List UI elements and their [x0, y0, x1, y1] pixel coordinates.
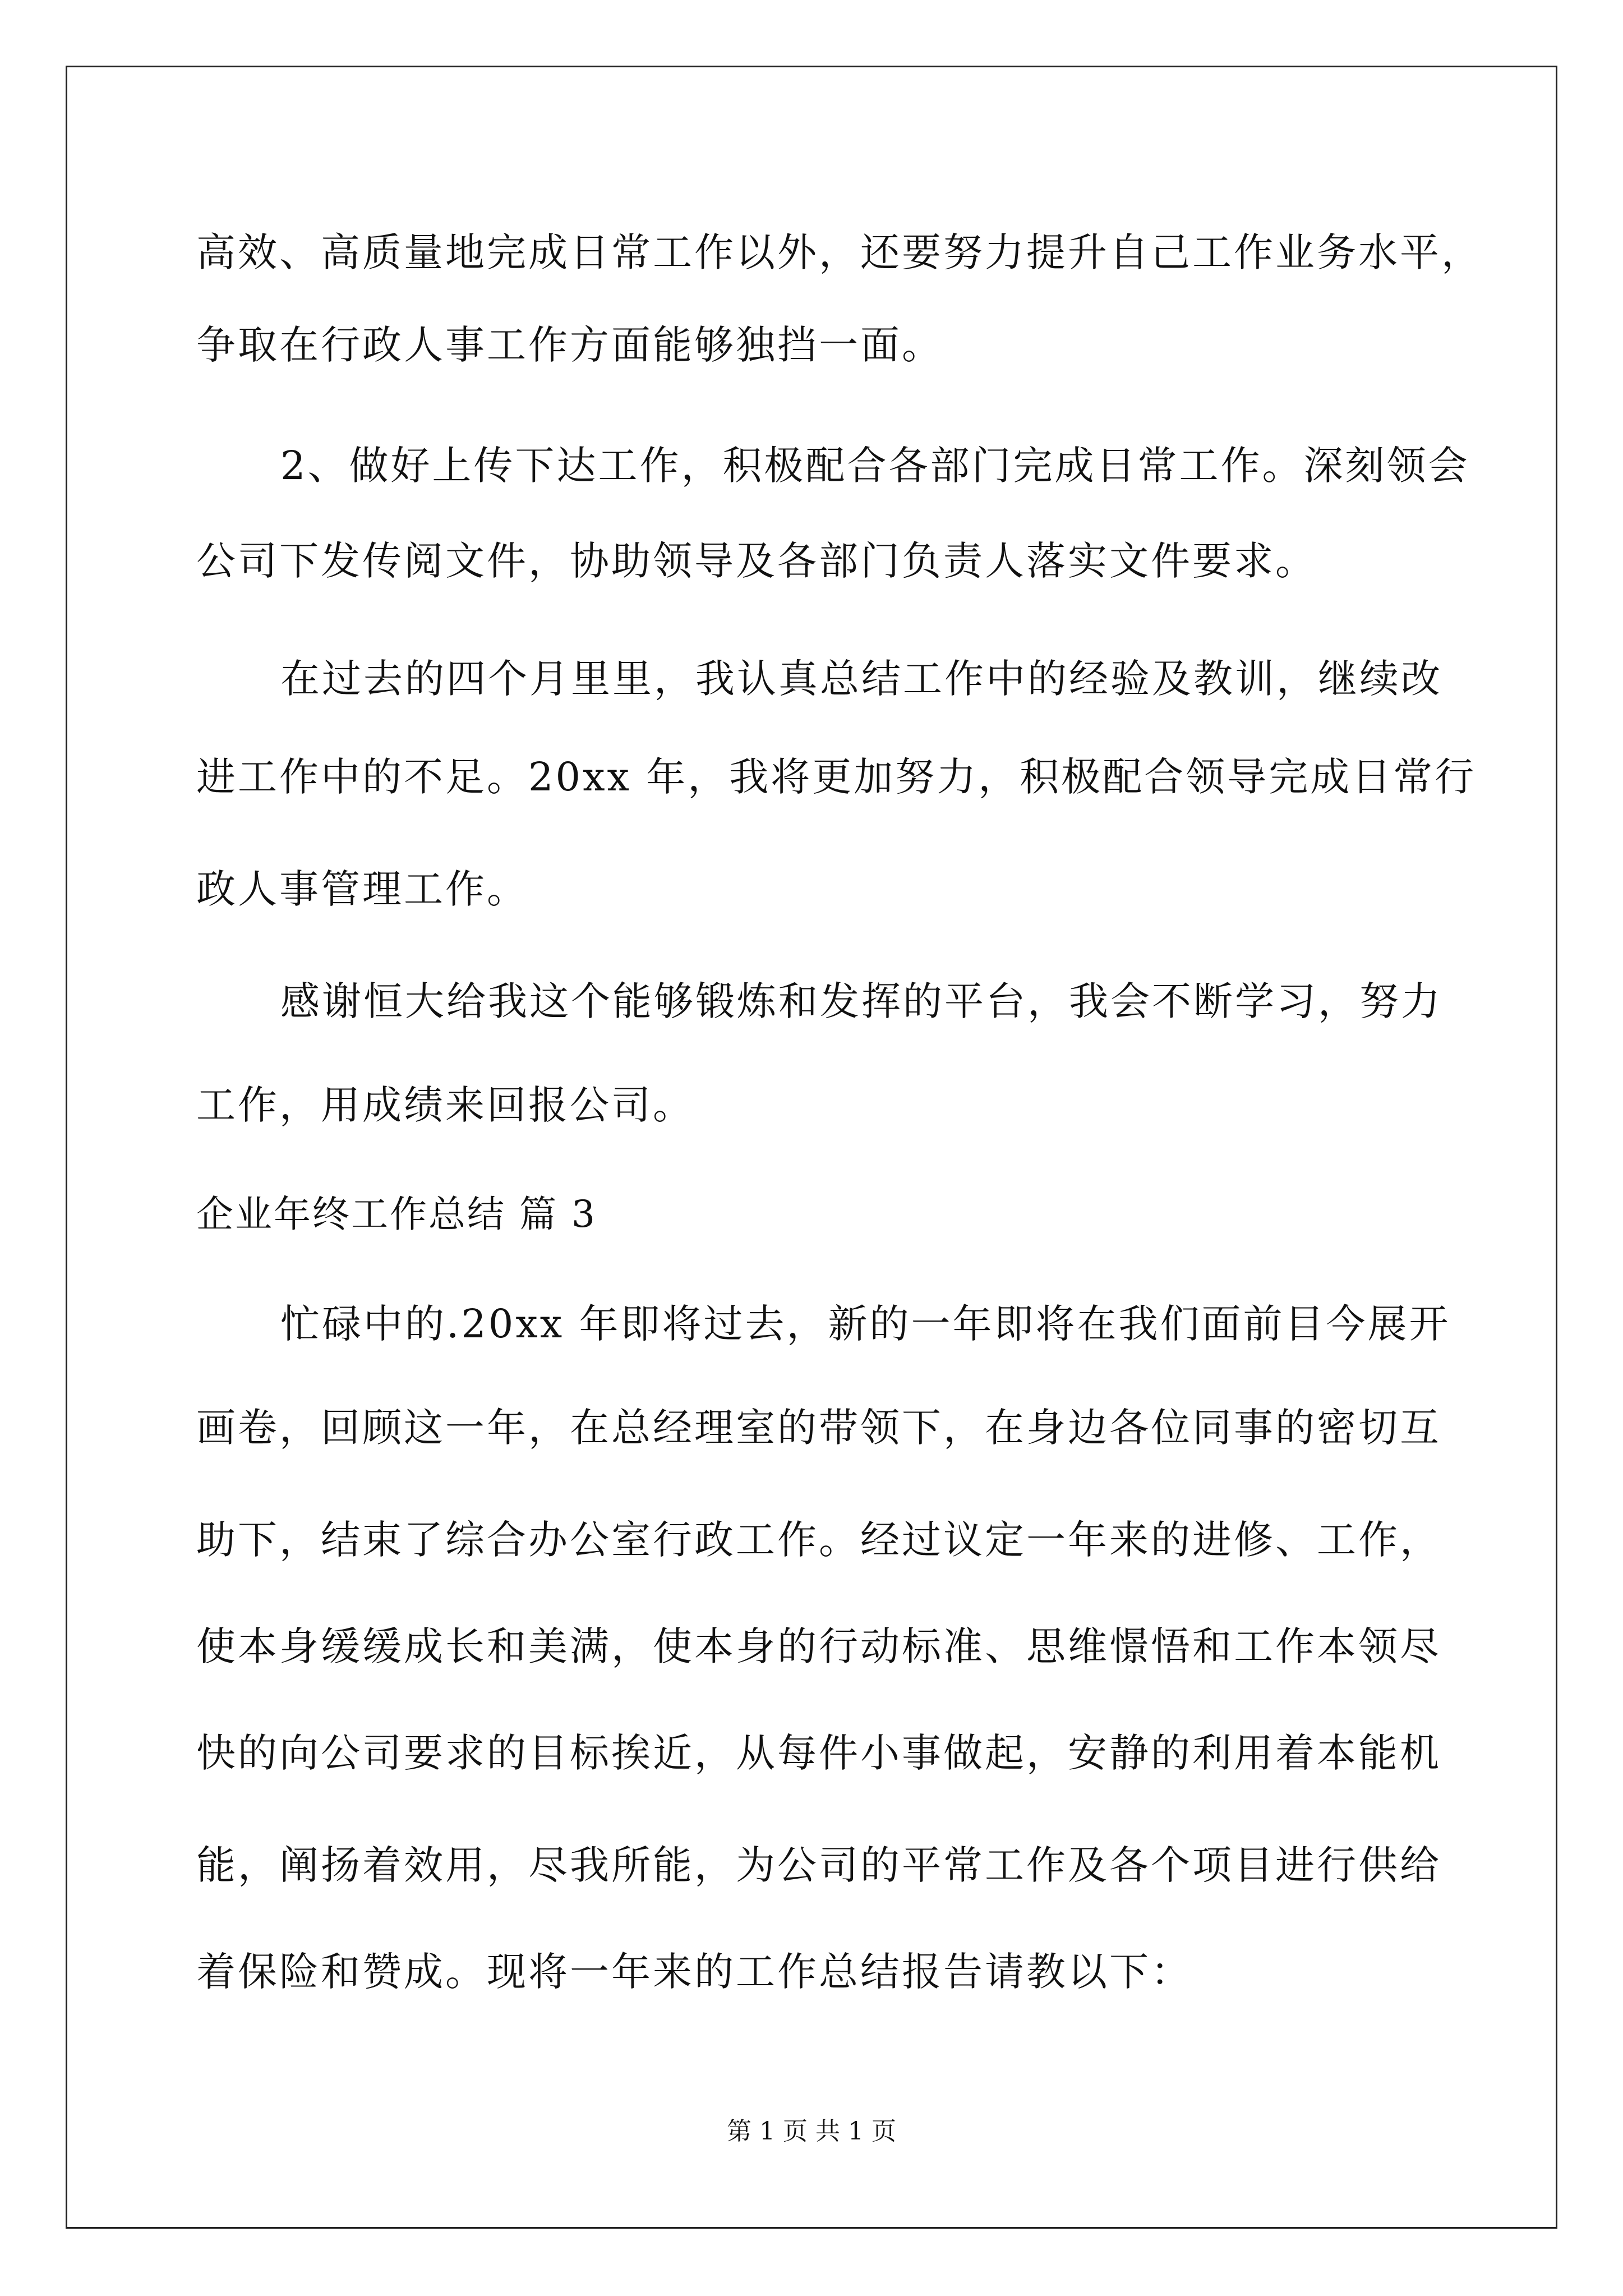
paragraph-line: 助下，结束了综合办公室行政工作。经过议定一年来的进修、工作，: [196, 1517, 1441, 1563]
paragraph-line: 感谢恒大给我这个能够锻炼和发挥的平台，我会不断学习，努力: [280, 978, 1442, 1024]
paragraph-line: 公司下发传阅文件，协助领导及各部门负责人落实文件要求。: [196, 538, 1317, 584]
paragraph-line: 政人事管理工作。: [196, 866, 528, 912]
paragraph-line: 工作，用成绩来回报公司。: [196, 1082, 694, 1128]
paragraph-line: 使本身缓缓成长和美满，使本身的行动标准、思维憬悟和工作本领尽: [196, 1623, 1441, 1669]
page-border: [66, 66, 1557, 2229]
paragraph-line: 能，阐扬着效用，尽我所能，为公司的平常工作及各个项目进行供给: [196, 1842, 1441, 1888]
paragraph-line: 2、做好上传下达工作，积极配合各部门完成日常工作。深刻领会: [280, 443, 1470, 489]
paragraph-line: 争取在行政人事工作方面能够独挡一面。: [196, 322, 943, 368]
paragraph-line: 在过去的四个月里里，我认真总结工作中的经验及教训，继续改: [280, 656, 1442, 702]
paragraph-line: 着保险和赞成。现将一年来的工作总结报告请教以下：: [196, 1949, 1192, 1995]
page-number: 第 1 页 共 1 页: [727, 2117, 896, 2146]
paragraph-line: 快的向公司要求的目标挨近，从每件小事做起，安静的利用着本能机: [196, 1730, 1441, 1776]
paragraph-line: 进工作中的不足。20xx 年，我将更加努力，积极配合领导完成日常行: [196, 754, 1477, 800]
paragraph-line: 高效、高质量地完成日常工作以外，还要努力提升自己工作业务水平，: [196, 229, 1483, 275]
paragraph-line: 忙碌中的.20xx 年即将过去，新的一年即将在我们面前目今展开: [280, 1301, 1451, 1347]
section-heading: 企业年终工作总结 篇 3: [196, 1193, 597, 1236]
paragraph-line: 画卷，回顾这一年，在总经理室的带领下，在身边各位同事的密切互: [196, 1405, 1441, 1451]
